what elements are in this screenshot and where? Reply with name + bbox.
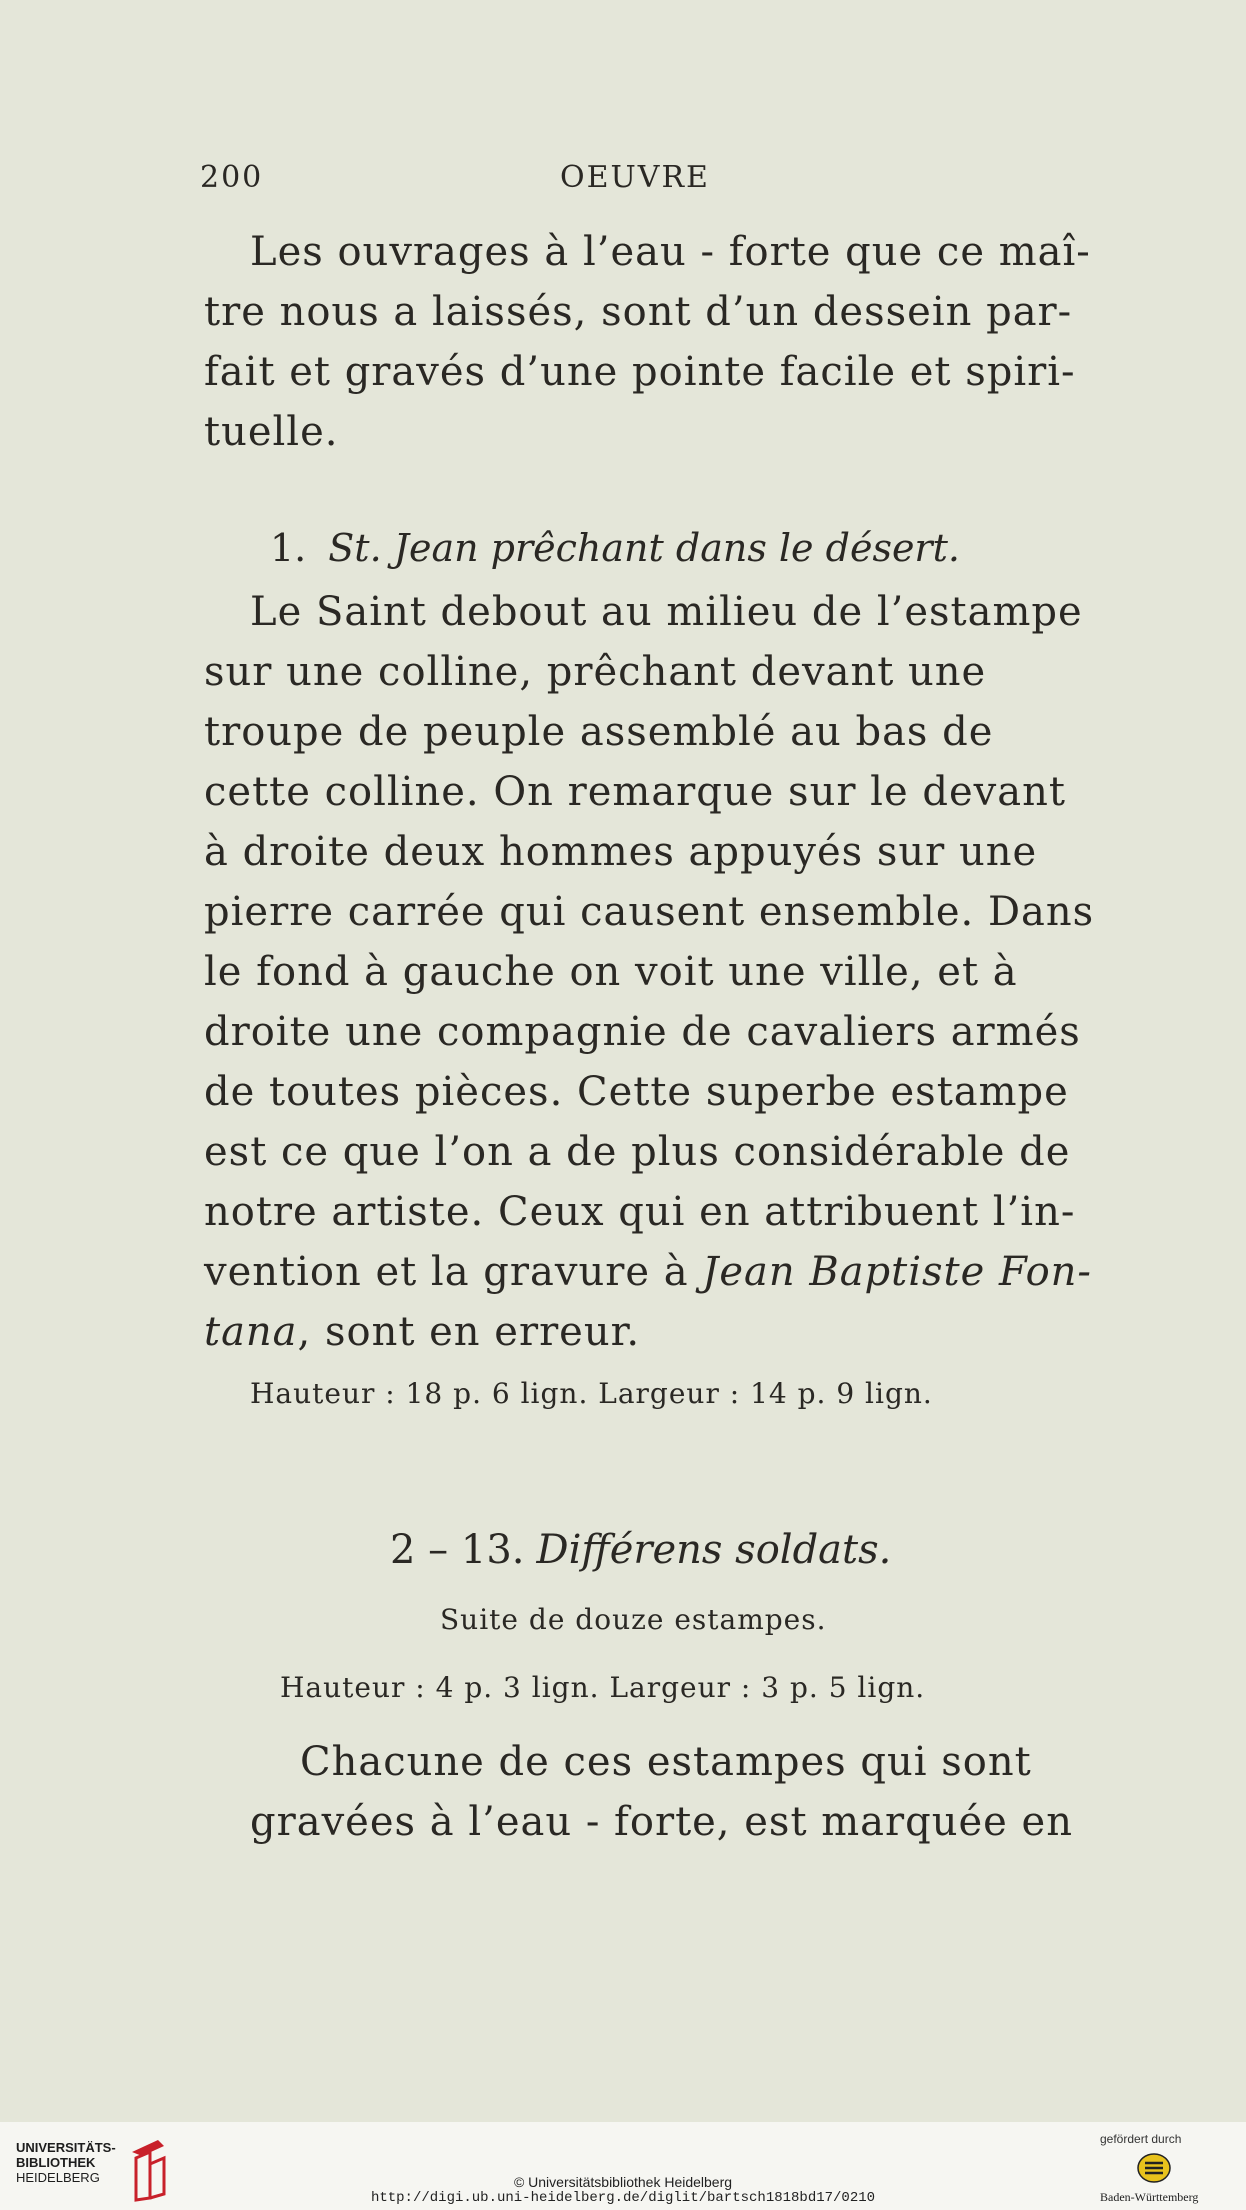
- entry-1-dimensions: Hauteur : 18 p. 6 lign. Largeur : 14 p. 9 lign.: [250, 1377, 933, 1410]
- artist-name: tana: [204, 1309, 298, 1355]
- text-line: tre nous a laissés, sont d’un dessein par-: [204, 289, 1073, 335]
- entry-1-heading: [270, 520, 960, 576]
- text-line: troupe de peuple assemblé au bas de: [204, 709, 994, 755]
- state-emblem-icon[interactable]: [1136, 2150, 1172, 2186]
- text-line: droite une compagnie de cavaliers armés: [204, 1009, 1081, 1055]
- text-line: gravées à l’eau - forte, est marquée en: [250, 1799, 1073, 1845]
- viewer-footer: [0, 2122, 1246, 2210]
- text-line: fait et gravés d’une pointe facile et spiri-: [204, 349, 1076, 395]
- running-head: [200, 160, 740, 204]
- entry-number: 2 – 13.: [390, 1527, 525, 1573]
- text-line: pierre carrée qui causent ensemble. Dans: [204, 889, 1095, 935]
- entry-title: Différens soldats.: [536, 1527, 892, 1573]
- funding-label: gefördert durch: [1100, 2132, 1182, 2146]
- entry-title: St. Jean prêchant dans le désert.: [328, 526, 960, 570]
- text-line: est ce que l’on a de plus considérable de: [204, 1129, 1071, 1175]
- section-title: OEUVRE: [560, 160, 710, 195]
- text-line: sur une colline, prêchant devant une: [204, 649, 987, 695]
- text-line: [204, 1302, 1090, 1362]
- document-url[interactable]: http://digi.ub.uni-heidelberg.de/diglit/bartsch1818bd17/0210: [370, 2190, 876, 2206]
- line-text: vention et la gravure à: [204, 1249, 703, 1295]
- text-line: le fond à gauche on voit une ville, et à: [204, 949, 1018, 995]
- library-name-line: HEIDELBERG: [16, 2170, 100, 2185]
- entry-2-heading: [390, 1520, 930, 1580]
- library-name-line: BIBLIOTHEK: [16, 2155, 96, 2170]
- library-name-line: UNIVERSITÄTS-: [16, 2140, 116, 2155]
- copyright-notice: © Universitätsbibliothek Heidelberg: [513, 2174, 733, 2190]
- text-line: Chacune de ces estampes qui sont: [300, 1739, 1032, 1785]
- text-line: Les ouvrages à l’eau - forte que ce maî-: [250, 229, 1091, 275]
- entry-2-dimensions: Hauteur : 4 p. 3 lign. Largeur : 3 p. 5 lign.: [280, 1671, 926, 1704]
- text-line: à droite deux hommes appuyés sur une: [204, 829, 1038, 875]
- text-line: cette colline. On remarque sur le devant: [204, 769, 1066, 815]
- text-line: Le Saint debout au milieu de l’estampe: [250, 589, 1083, 635]
- funding-name: Baden-Württemberg: [1100, 2190, 1199, 2204]
- text-line: tuelle.: [204, 409, 339, 455]
- entry-number: 1.: [270, 526, 307, 570]
- artist-name: Jean Baptiste Fon-: [702, 1249, 1092, 1295]
- text-line: de toutes pièces. Cette superbe estampe: [204, 1069, 1069, 1115]
- page-number: 200: [200, 160, 264, 195]
- entry-2-subtitle: Suite de douze estampes.: [440, 1603, 827, 1636]
- text-line: [204, 1242, 1090, 1302]
- line-text: , sont en erreur.: [297, 1309, 641, 1355]
- text-line: notre artiste. Ceux qui en attribuent l’in-: [204, 1189, 1076, 1235]
